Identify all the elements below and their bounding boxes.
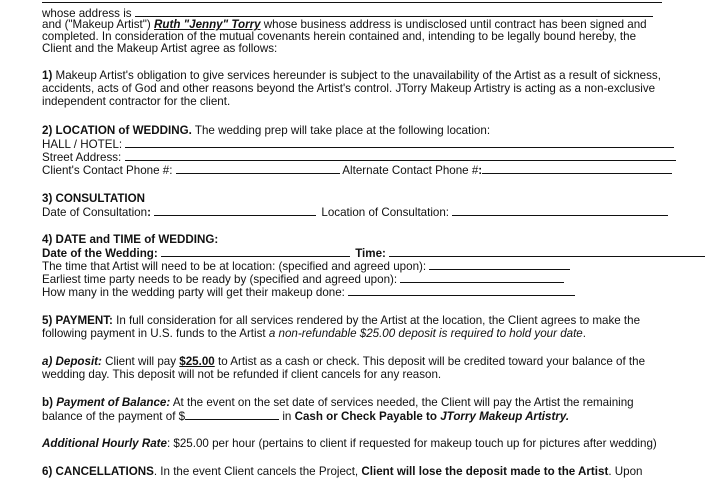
s1-line-3: independent contractor for the client. (42, 95, 231, 108)
balance-line-2: balance of the payment of $ in Cash or Check Payable to JTorry Makeup Artistry. (42, 410, 570, 423)
hall-blank (125, 137, 674, 148)
wedding-time-blank (389, 246, 705, 257)
ready-time-row: Earliest time party needs to be ready by (specified and agreed upon): (42, 272, 564, 286)
s2-heading-line: 2) LOCATION of WEDDING. The wedding prep will take place at the following location: (42, 124, 491, 137)
street-blank (125, 150, 676, 161)
top-blank-line (42, 0, 662, 3)
hourly-rate-line: Additional Hourly Rate: $25.00 per hour (pertains to client if requested for makeup touch up for pictures after wedding) (42, 437, 657, 450)
artist-name: Ruth "Jenny" Torry (154, 18, 261, 31)
address-label: whose address is (42, 7, 132, 20)
consultation-date-blank (154, 205, 316, 216)
intro-line-4: Client and the Makeup Artist agree as follows: (42, 42, 278, 55)
deposit-line-2: wedding day. This deposit will not be refunded if client cancels for any reason. (42, 368, 442, 381)
hall-row: HALL / HOTEL: (42, 137, 674, 151)
s5-line-2: following payment in U.S. funds to the Artist a non-refundable $25.00 deposit is required to hold your date. (42, 327, 586, 340)
s4-heading: 4) DATE and TIME of WEDDING: (42, 233, 219, 246)
s2-heading: 2) LOCATION of WEDDING. (42, 124, 192, 137)
street-row: Street Address: (42, 150, 676, 164)
s3-heading: 3) CONSULTATION (42, 192, 146, 205)
client-phone-blank (176, 163, 340, 174)
s6-line-1: 6) CANCELLATIONS. In the event Client cancels the Project, Client will lose the deposit made to the Artist. Upon (42, 465, 643, 478)
wedding-date-blank (161, 246, 350, 257)
artist-time-row: The time that Artist will need to be at location: (specified and agreed upon): (42, 259, 570, 273)
intro-line-3: completed. In consideration of the mutual covenants herein contained and, intending to be legally bound hereby, the (42, 30, 637, 43)
client-address-blank (135, 6, 653, 17)
party-count-blank (348, 285, 575, 296)
alt-phone-blank (482, 163, 672, 174)
consultation-location-blank (452, 205, 668, 216)
s1-line-2: accidents, acts of God and other reasons beyond the Artist's control. JTorry Makeup Artistry is acting as a non-exclusive (42, 82, 656, 95)
party-count-row: How many in the wedding party will get their makeup done: (42, 285, 575, 299)
ready-time-blank (400, 272, 564, 283)
artist-time-blank (429, 259, 570, 270)
deposit-line-1: a) Deposit: Client will pay $25.00 to Artist as a cash or check. This deposit will be credited toward your balance of the (42, 355, 646, 368)
phone-row: Client's Contact Phone #: Alternate Contact Phone #: (42, 163, 672, 177)
s5-line-1: 5) PAYMENT: In full consideration for all services rendered by the Artist at the location, the Client agrees to make the (42, 314, 641, 327)
balance-amount-blank (185, 409, 279, 420)
consultation-row: Date of Consultation: Location of Consultation: (42, 205, 668, 219)
wedding-date-row: Date of the Wedding: Time: (42, 246, 705, 260)
balance-line-1: b) Payment of Balance: At the event on the set date of services needed, the Client will pay the Artist the remaining (42, 396, 634, 409)
s1-line-1: 1) Makeup Artist's obligation to give services hereunder is subject to the unavailability of the Artist as a result of sickness, (42, 69, 661, 82)
deposit-amount: $25.00 (179, 355, 215, 368)
intro-line-2: and ("Makeup Artist") Ruth "Jenny" Torry whose business address is undisclosed until contract has been signed and (42, 18, 647, 31)
